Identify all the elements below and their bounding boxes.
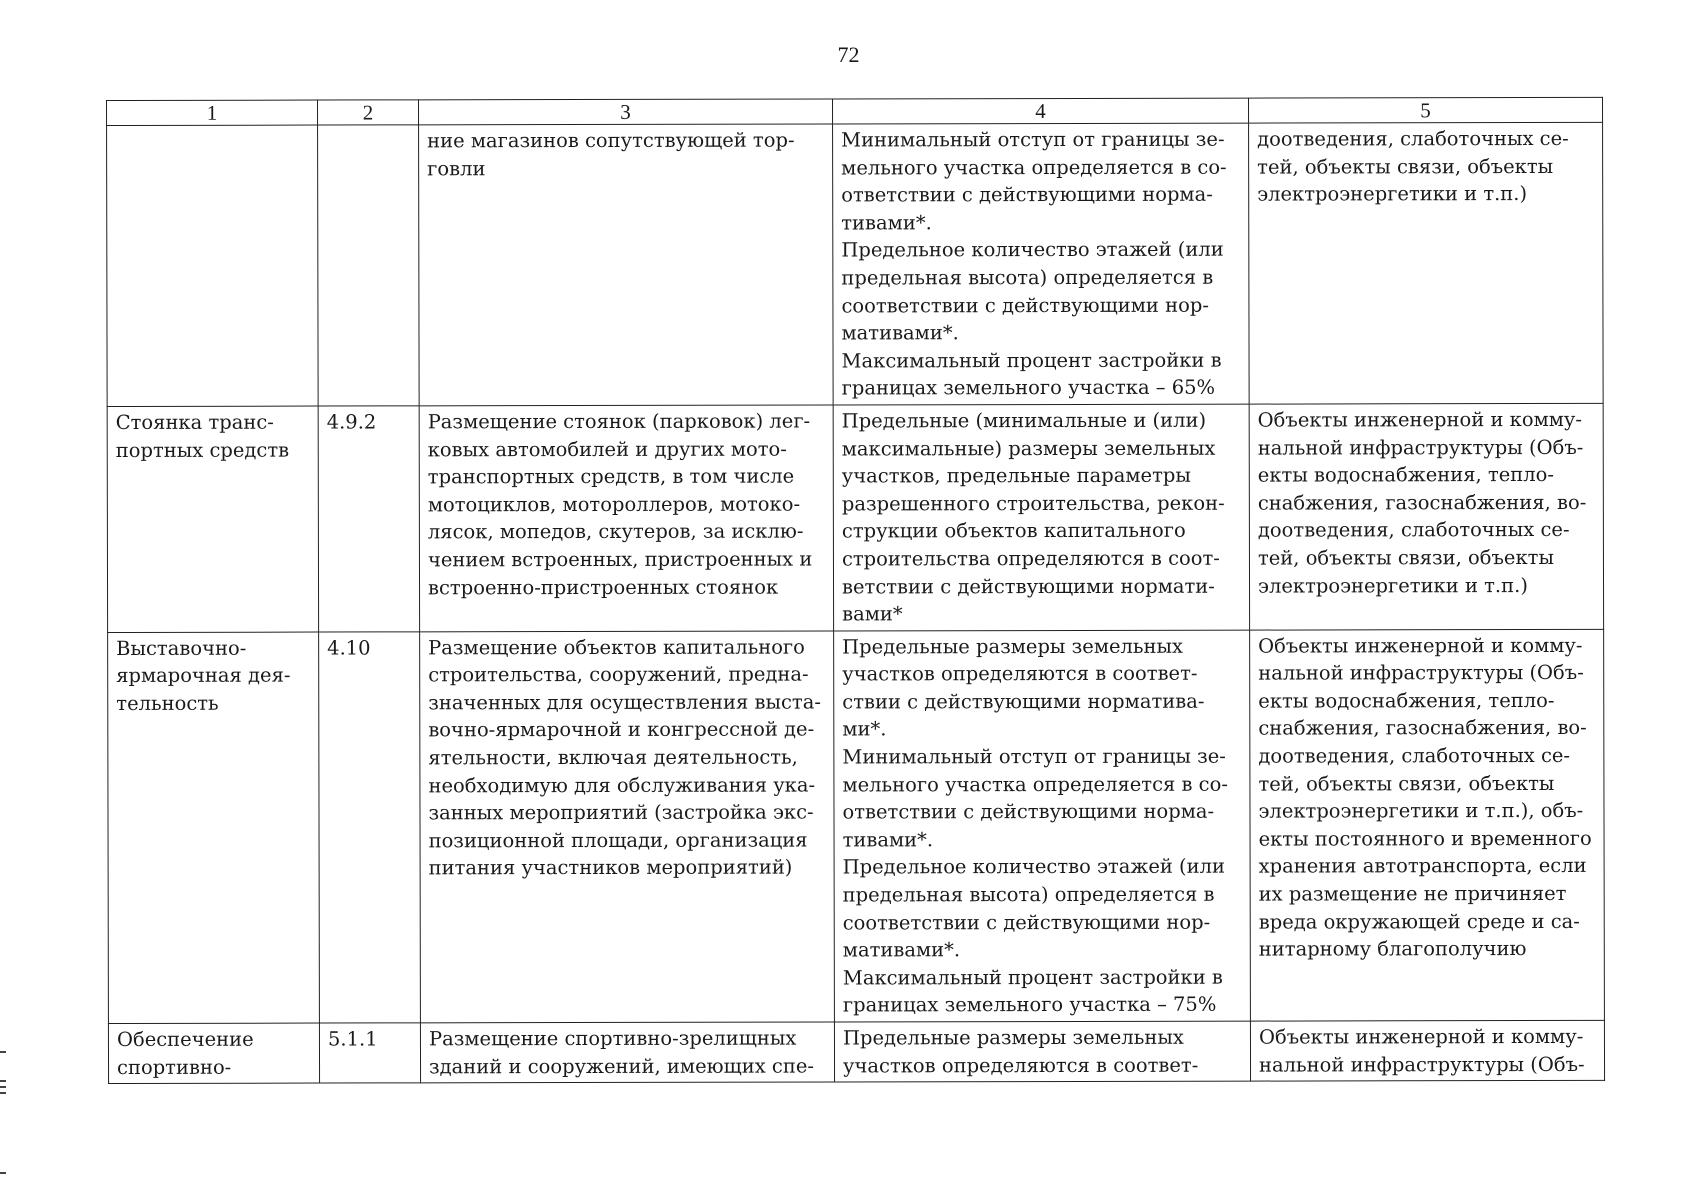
header-row — [107, 97, 1603, 125]
use-code-cell: 4.9.2 — [318, 406, 419, 632]
scan-artifact-mark — [0, 1080, 6, 1082]
use-description-cell: Размещение стоянок (парковок) лег- ковых автомобилей и других мото- транспортных средств, в том числе мотоциклов, мотороллеров, мотоко- лясок, мопедов, скутеров, за исклю- чением встроенных, пристроенных и встроенно-пристроенных стоянок — [419, 405, 833, 632]
use-name-cell — [107, 125, 319, 406]
auxiliary-uses-cell: Объекты инженерной и комму- нальной инфраструктуры (Объ- — [1250, 1020, 1604, 1081]
scan-artifact-mark — [0, 1086, 6, 1088]
use-code-cell: 4.10 — [319, 632, 421, 1024]
parameters-cell: Предельные размеры земельных участков определяются в соответ- — [834, 1021, 1250, 1082]
auxiliary-uses-cell: Объекты инженерной и комму- нальной инфраструктуры (Объ- екты водоснабжения, тепло- снабжения, газоснабжения, во- доотведения, слаботочных се- тей, объекты связи, объекты электроэнергетики и т.п.) — [1249, 403, 1603, 629]
use-name-cell: Стоянка транс- портных средств — [107, 406, 318, 632]
table-row — [107, 122, 1604, 406]
use-name-cell: Выставочно- ярмарочная дея- тельность — [108, 632, 320, 1024]
parameters-cell: Предельные (минимальные и (или) максимальные) размеры земельных участков, предельные параметры разрешенного строительства, рекон- струкции объектов капитального строительства определяются в соот- ветствии с действующими нормати- вами* — [833, 404, 1249, 631]
use-code-cell: 5.1.1 — [319, 1023, 420, 1083]
use-description-cell: Размещение объектов капитального строительства, сооружений, предна- значенных для осуществления выста- вочно-ярмарочной и конгрессной де- ятельности, включая деятельность, необходимую для обслуживания ука- занных мероприятий (застройка экс- позиционной площади, организация питания участников мероприятий) — [420, 631, 835, 1023]
table-row — [107, 403, 1603, 632]
column-header-3: 3 — [419, 99, 833, 125]
use-code-cell — [318, 125, 420, 406]
table-row — [108, 629, 1605, 1023]
table-row — [108, 1020, 1604, 1083]
column-header-4: 4 — [832, 98, 1248, 124]
column-header-1: 1 — [107, 100, 318, 125]
parameters-cell: Предельные размеры земельных участков определяются в соответ- ствии с действующими норматива- ми*. Минимальный отступ от границы зе- мельного участка определяется в со- ответствии с действующими норма- тивами*. Предельное количество этажей (или предельная высота) определяется в соответствии с действующими нор- мативами*. Максимальный процент застройки в границах земельного участка – 75% — [834, 630, 1251, 1022]
use-description-cell: Размещение спортивно-зрелищных зданий и сооружений, имеющих спе- — [420, 1022, 834, 1083]
auxiliary-uses-cell: Объекты инженерной и комму- нальной инфраструктуры (Объ- екты водоснабжения, тепло- снабжения, газоснабжения, во- доотведения, слаботочных се- тей, объекты связи, объекты электроэнергетики и т.п.), объ- екты постоянного и временного хранения автотранспорта, если их размещение не причиняет вреда окружающей среде и са- нитарному благополучию — [1250, 629, 1605, 1021]
use-name-cell: Обеспечение спортивно- — [108, 1023, 319, 1084]
auxiliary-uses-cell: доотведения, слаботочных се- тей, объекты связи, объекты электроэнергетики и т.п.) — [1249, 122, 1604, 404]
column-header-2: 2 — [318, 100, 419, 125]
parameters-cell: Минимальный отступ от границы зе- мельного участка определяется в со- ответствии с действующими норма- тивами*. Предельное количество этажей (или предельная высота) определяется в соответствии с действующими нор- мативами*. Максимальный процент застройки в границах земельного участка – 65% — [833, 123, 1250, 405]
scan-artifact-mark — [0, 1172, 6, 1174]
page-number: 72 — [837, 42, 860, 67]
zoning-table — [106, 97, 1605, 1084]
scan-artifact-mark — [0, 1092, 6, 1094]
column-header-5: 5 — [1248, 97, 1602, 123]
scan-artifact-mark — [0, 1051, 6, 1053]
use-description-cell: ние магазинов сопутствующей тор- говли — [419, 124, 834, 406]
